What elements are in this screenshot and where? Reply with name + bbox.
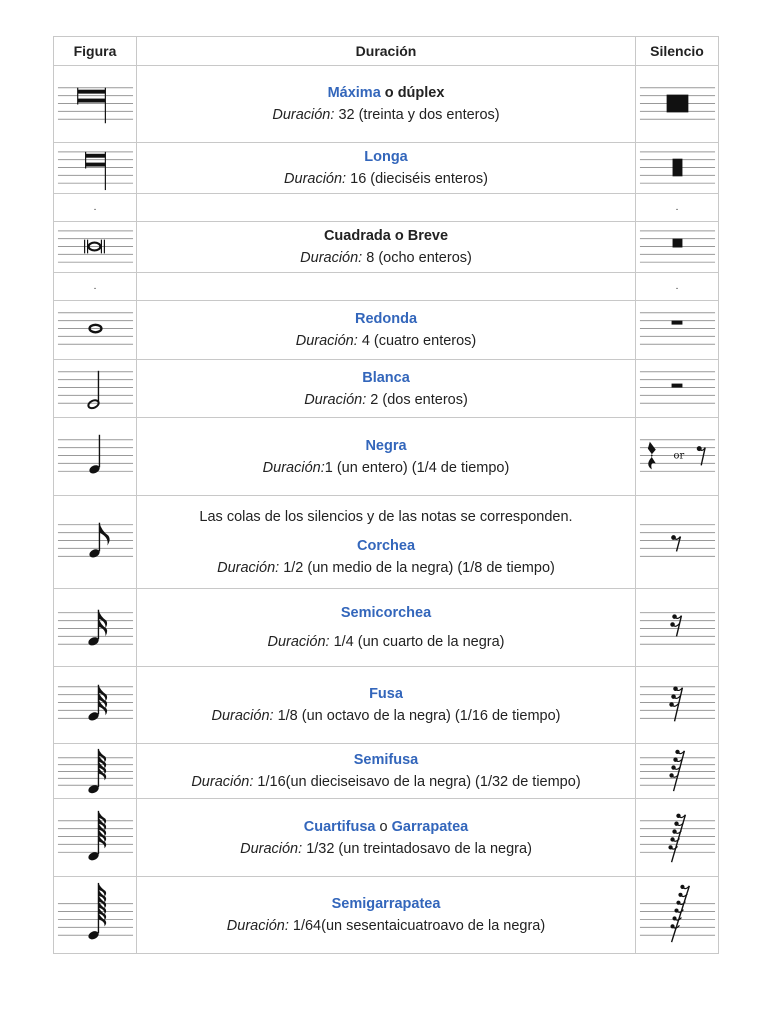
duration-cell [137, 799, 636, 877]
figure-cell [54, 589, 137, 667]
note-duration-table [53, 36, 719, 954]
breve-rest-icon [636, 222, 718, 272]
figure-name: Redonda [354, 311, 418, 327]
duration-value: 1/16(un dieciseisavo de la negra) (1/32 de tiempo) [257, 774, 581, 790]
duration-cell [137, 418, 636, 496]
duration-cell [137, 360, 636, 418]
duration-label: Duración: [262, 459, 325, 476]
two-hundred-fifty-sixth-rest-icon [636, 877, 718, 953]
or-text: or [673, 450, 685, 462]
rest-cell [636, 222, 719, 273]
rest-cell [636, 143, 719, 194]
maxima-note-icon [54, 66, 136, 142]
sixteenth-rest-icon [636, 589, 718, 666]
duration-value: 1/32 (un treintadosavo de la negra) [306, 840, 532, 857]
duration-value: 4 (cuatro enteros) [361, 333, 477, 349]
hundred-twenty-eighth-note-icon [54, 799, 136, 876]
duration-label: Duración: [284, 171, 347, 187]
header-rest: Silencio [636, 37, 719, 66]
figure-cell [54, 66, 137, 143]
spacer-row [54, 273, 719, 301]
figure-name: Negra [365, 437, 407, 454]
spacer-dot: . [636, 273, 719, 301]
spacer-dot: . [636, 194, 719, 222]
longa-note-icon [54, 143, 136, 193]
figure-name: Semigarrapatea [331, 896, 441, 912]
table-row [54, 143, 719, 194]
table-row [54, 799, 719, 877]
figure-alt-name: dúplex [397, 85, 445, 101]
figure-cell [54, 744, 137, 799]
figure-alt-name: Garrapatea [391, 818, 469, 835]
header-row [54, 37, 719, 66]
rest-cell [636, 360, 719, 418]
table-row [54, 301, 719, 360]
quarter-rest-icon [636, 418, 718, 495]
rest-cell [636, 667, 719, 744]
duration-cell [137, 222, 636, 273]
note-text: Las colas de los silencios y de las notas se corresponden. [199, 508, 573, 525]
duration-value: 8 (ocho enteros) [366, 250, 472, 266]
two-hundred-fifty-sixth-note-icon [54, 877, 136, 953]
rest-cell [636, 301, 719, 360]
rest-cell [636, 799, 719, 877]
figure-name: Semicorchea [340, 605, 432, 621]
figure-cell [54, 799, 137, 877]
table-row [54, 877, 719, 954]
duration-value: 1 (un entero) (1/4 de tiempo) [324, 459, 510, 476]
name-connector: o [379, 818, 388, 835]
duration-label: Duración: [300, 250, 363, 266]
duration-label: Duración: [240, 840, 303, 857]
figure-cell [54, 418, 137, 496]
duration-value: 1/8 (un octavo de la negra) (1/16 de tiempo) [277, 708, 561, 724]
duration-label: Duración: [267, 634, 330, 650]
table-row [54, 418, 719, 496]
header-figure: Figura [54, 37, 137, 66]
sixteenth-note-icon [54, 589, 136, 666]
figure-cell [54, 360, 137, 418]
duration-label: Duración: [217, 559, 280, 576]
figure-cell [54, 877, 137, 954]
spacer-dot: . [54, 273, 137, 301]
thirty-second-note-icon [54, 667, 136, 743]
table-row [54, 744, 719, 799]
figure-name: Blanca [362, 369, 410, 386]
table-row [54, 360, 719, 418]
duration-value: 32 (treinta y dos enteros) [338, 107, 500, 123]
rest-cell [636, 744, 719, 799]
spacer-cell [137, 194, 636, 222]
figure-name: Corchea [356, 537, 416, 554]
duration-value: 16 (dieciséis enteros) [350, 171, 488, 187]
duration-label: Duración: [226, 918, 289, 934]
duration-cell [137, 66, 636, 143]
duration-cell [137, 301, 636, 360]
figure-cell [54, 301, 137, 360]
thirty-second-rest-icon [636, 667, 718, 743]
figure-alt-name: Breve [407, 228, 449, 244]
figure-name: Máxima [327, 85, 381, 101]
duration-label: Duración: [191, 774, 254, 790]
duration-label: Duración: [272, 107, 335, 123]
header-duration: Duración [137, 37, 636, 66]
duration-value: 1/4 (un cuarto de la negra) [333, 634, 505, 650]
duration-value: 1/64(un sesentaicuatroavo de la negra) [292, 918, 546, 934]
duration-value: 2 (dos enteros) [370, 391, 468, 408]
duration-value: 1/2 (un medio de la negra) (1/8 de tiempo) [283, 559, 555, 576]
duration-cell [137, 667, 636, 744]
name-connector: o [394, 228, 404, 244]
duration-cell [137, 877, 636, 954]
quarter-note-icon [54, 418, 136, 495]
hundred-twenty-eighth-rest-icon [636, 799, 718, 876]
rest-cell [636, 877, 719, 954]
spacer-cell [137, 273, 636, 301]
duration-label: Duración: [295, 333, 358, 349]
spacer-dot: . [54, 194, 137, 222]
figure-cell [54, 222, 137, 273]
figure-name: Cuartifusa [303, 818, 376, 835]
duration-cell [137, 496, 636, 589]
duration-cell [137, 589, 636, 667]
duration-cell [137, 744, 636, 799]
duration-cell [137, 143, 636, 194]
figure-cell [54, 496, 137, 589]
half-note-icon [54, 360, 136, 417]
whole-rest-icon [636, 301, 718, 359]
duration-label: Duración: [304, 391, 367, 408]
whole-note-icon [54, 301, 136, 359]
breve-note-icon [54, 222, 136, 272]
sixty-fourth-rest-icon [636, 744, 718, 798]
figure-name: Longa [364, 149, 408, 165]
table-row [54, 496, 719, 589]
longa-rest-icon [636, 143, 718, 193]
duration-label: Duración: [211, 708, 274, 724]
half-rest-icon [636, 360, 718, 417]
rest-cell [636, 418, 719, 496]
eighth-note-icon [54, 496, 136, 588]
name-connector: o [384, 85, 394, 101]
eighth-rest-icon [636, 496, 718, 588]
table-row [54, 222, 719, 273]
figure-name: Fusa [369, 686, 403, 702]
rest-cell [636, 589, 719, 667]
figure-cell [54, 667, 137, 744]
figure-name: Cuadrada [323, 228, 391, 244]
sixty-fourth-note-icon [54, 744, 136, 798]
figure-cell [54, 143, 137, 194]
rest-cell [636, 66, 719, 143]
table-row [54, 66, 719, 143]
rest-cell [636, 496, 719, 589]
table-row [54, 589, 719, 667]
spacer-row [54, 194, 719, 222]
figure-name: Semifusa [353, 752, 419, 768]
maxima-rest-icon [636, 66, 718, 142]
table-row [54, 667, 719, 744]
